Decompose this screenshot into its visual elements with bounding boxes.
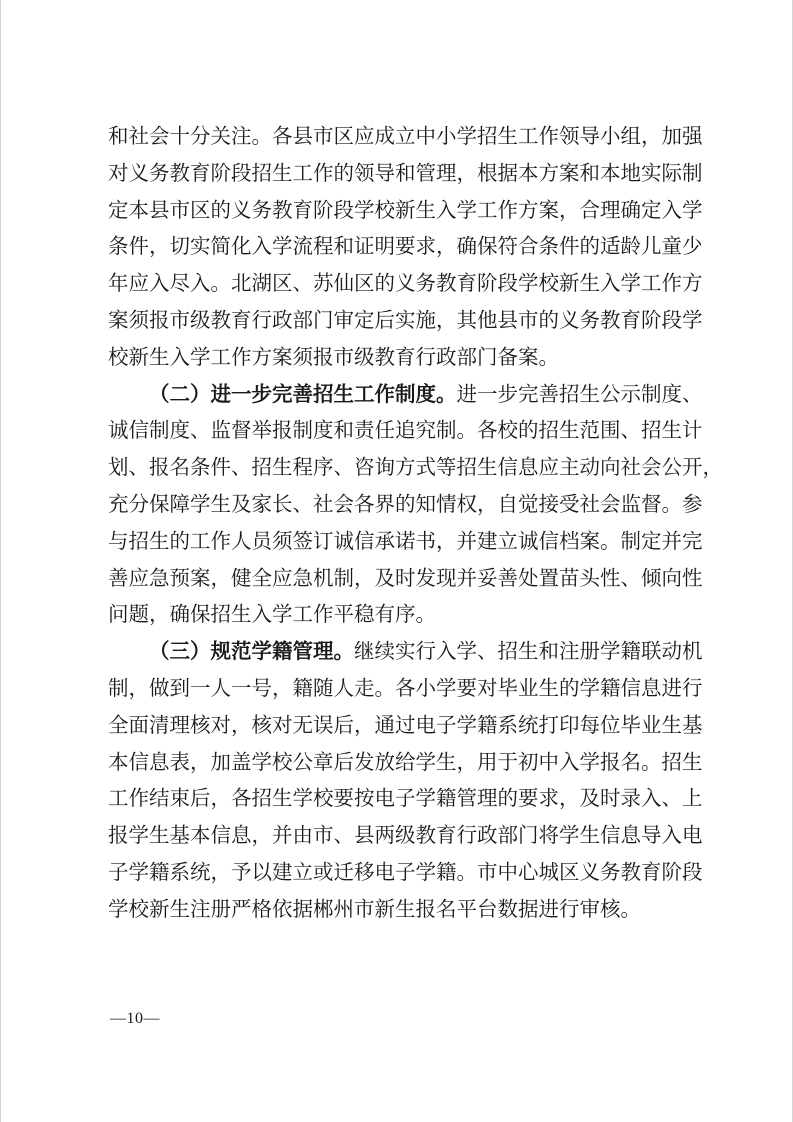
text-line-with-heading (108, 633, 703, 670)
text-line: 问题，确保招生入学工作平稳有序。 (108, 602, 436, 627)
page-left-edge (0, 0, 1, 1122)
text-line: 全面清理核对，核对无误后，通过电子学籍系统打印每位毕业生基 (108, 712, 703, 737)
text-line: 定本县市区的义务教育阶段学校新生入学工作方案，合理确定入学 (108, 197, 703, 222)
text-line: 条件，切实简化入学流程和证明要求，确保符合条件的适龄儿童少 (108, 234, 703, 259)
paragraph-enrollment-system (108, 376, 723, 634)
text-line: 报学生基本信息，并由市、县两级教育行政部门将学生信息导入电 (108, 823, 703, 848)
section-heading: （二）进一步完善招生工作制度。 (149, 381, 457, 406)
text-line: 制，做到一人一号，籍随人走。各小学要对毕业生的学籍信息进行 (108, 675, 703, 700)
text-line: 工作结束后，各招生学校要按电子学籍管理的要求，及时录入、上 (108, 786, 703, 811)
text-fragment: 继续实行入学、招生和注册学籍联动机 (354, 639, 703, 664)
document-body (108, 118, 723, 928)
section-heading: （三）规范学籍管理。 (149, 639, 354, 664)
text-line: 诚信制度、监督举报制度和责任追究制。各校的招生范围、招生计 (108, 418, 703, 443)
text-line: 划、报名条件、招生程序、咨询方式等招生信息应主动向社会公开， (108, 455, 723, 480)
paragraph-continuation (108, 118, 703, 376)
text-line: 校新生入学工作方案须报市级教育行政部门备案。 (108, 344, 559, 369)
text-line: 年应入尽入。北湖区、苏仙区的义务教育阶段学校新生入学工作方 (108, 271, 703, 296)
text-line: 和社会十分关注。各县市区应成立中小学招生工作领导小组，加强 (108, 124, 703, 148)
text-fragment: 进一步完善招生公示制度、 (456, 381, 703, 406)
text-line: 充分保障学生及家长、社会各界的知情权，自觉接受社会监督。参 (108, 491, 703, 516)
text-line: 学校新生注册严格依据郴州市新生报名平台数据进行审核。 (108, 896, 641, 921)
text-line: 本信息表，加盖学校公章后发放给学生，用于初中入学报名。招生 (108, 749, 703, 774)
text-line: 对义务教育阶段招生工作的领导和管理，根据本方案和本地实际制 (108, 160, 703, 185)
text-line: 与招生的工作人员须签订诚信承诺书，并建立诚信档案。制定并完 (108, 528, 703, 553)
text-line-with-heading (108, 376, 703, 413)
paragraph-student-records (108, 633, 703, 927)
page-number: —10— (110, 1010, 160, 1027)
text-line: 案须报市级教育行政部门审定后实施，其他县市的义务教育阶段学 (108, 307, 703, 332)
text-line: 善应急预案，健全应急机制，及时发现并妥善处置苗头性、倾向性 (108, 565, 703, 590)
text-line: 子学籍系统，予以建立或迁移电子学籍。市中心城区义务教育阶段 (108, 859, 703, 884)
